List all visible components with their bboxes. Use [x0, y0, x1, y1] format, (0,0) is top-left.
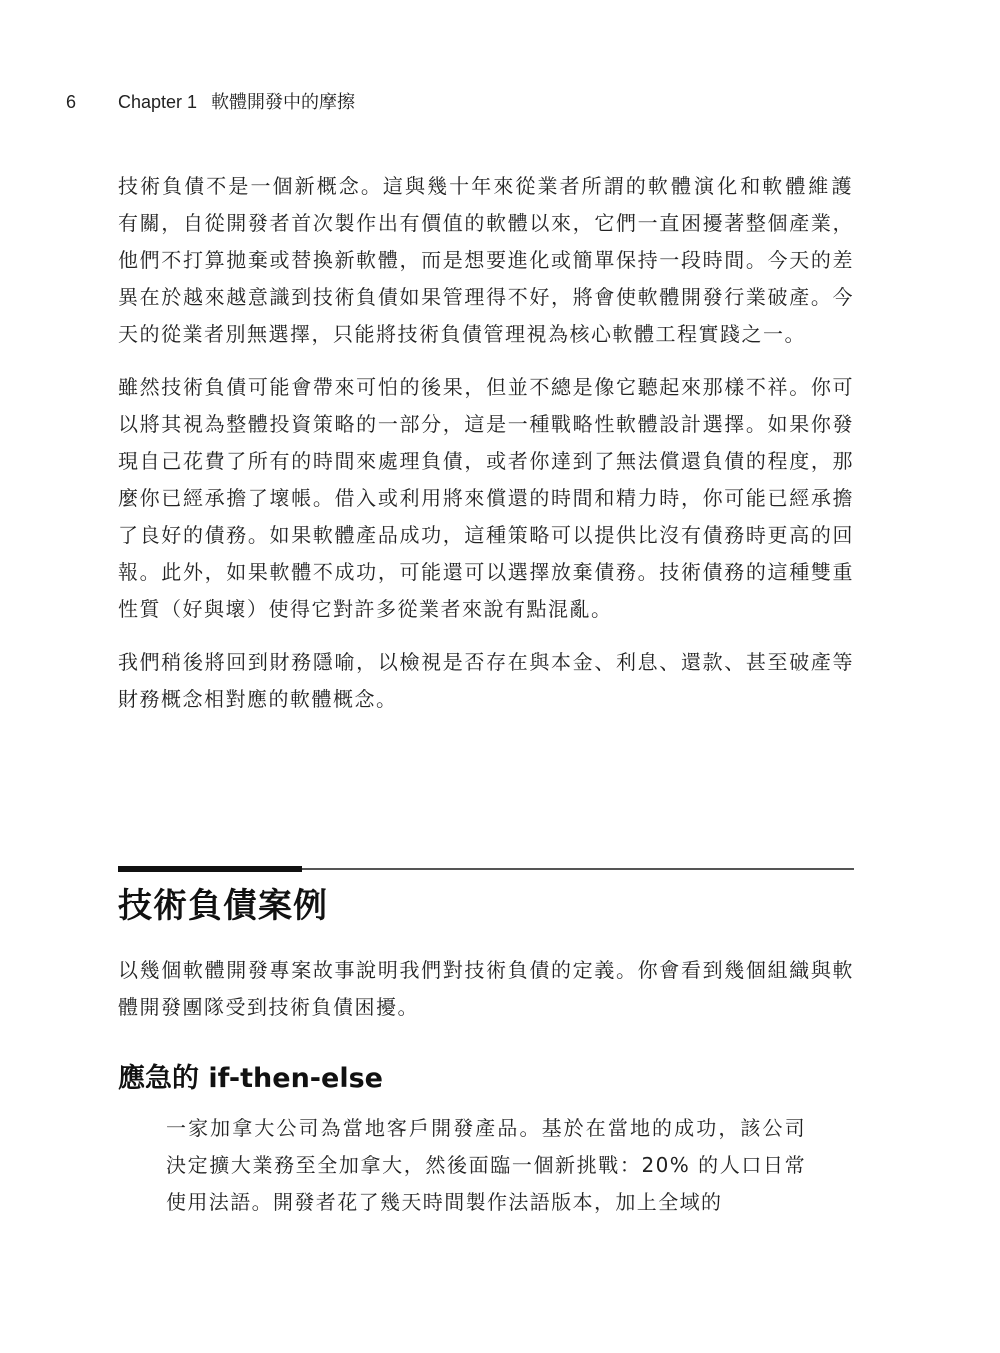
paragraph-1-text-c: 有關，自從開發者首次製作出有價值的軟體以來，它們一直困擾著整個產業，他們不打算拋棄或替換新軟體，而是想要進化或簡單保持一段時間。今天的差異在於越來越意識到技術負債如果管理得不好，將會使軟體開發行業破產。今天的從業者別無選擇，只能將技術負債管理視為核心軟體工程實踐之一。 — [118, 211, 854, 346]
paragraph-1 — [118, 168, 854, 353]
emphasis-software-maintenance: 軟體維護 — [762, 174, 854, 198]
case-story — [166, 1110, 806, 1221]
paragraph-2: 雖然技術負債可能會帶來可怕的後果，但並不總是像它聽起來那樣不祥。你可以將其視為整體投資策略的一部分，這是一種戰略性軟體設計選擇。如果你發現自己花費了所有的時間來處理負債，或者你達到了無法償還負債的程度，那麼你已經承擔了壞帳。借入或利用將來償還的時間和精力時，你可能已經承擔了良好的債務。如果軟體產品成功，這種策略可以提供比沒有債務時更高的回報。此外，如果軟體不成功，可能還可以選擇放棄債務。技術債務的這種雙重性質（好與壞）使得它對許多從業者來說有點混亂。 — [118, 375, 854, 621]
emphasis-software-evolution: 軟體演化 — [647, 174, 741, 198]
section-intro — [118, 952, 854, 1042]
chapter-label: Chapter 1 — [118, 92, 198, 112]
case-story-paragraph: 一家加拿大公司為當地客戶開發產品。基於在當地的成功，該公司決定擴大業務至全加拿大，然後面臨一個新挑戰：20% 的人口日常使用法語。開發者花了幾天時間製作法語版本，加上全域的 — [166, 1116, 806, 1214]
paragraph-1-text-b: 和 — [740, 174, 763, 198]
running-header — [66, 88, 355, 114]
paragraph-1-text-a: 技術負債不是一個新概念。這與幾十年來從業者所謂的 — [118, 174, 648, 198]
section-rule-thick — [118, 866, 302, 872]
subsection-heading: 應急的 if-then-else — [118, 1063, 383, 1094]
section-intro-paragraph: 以幾個軟體開發專案故事說明我們對技術負債的定義。你會看到幾個組織與軟體開發團隊受到技術負債困擾。 — [118, 958, 854, 1019]
paragraph-3: 我們稍後將回到財務隱喻，以檢視是否存在與本金、利息、還款、甚至破產等財務概念相對應的軟體概念。 — [118, 650, 854, 711]
page-number: 6 — [66, 92, 77, 112]
chapter-title: 軟體開發中的摩擦 — [211, 92, 356, 112]
section-heading: 技術負債案例 — [118, 886, 328, 926]
section-rule — [118, 866, 854, 872]
main-text — [118, 168, 854, 734]
